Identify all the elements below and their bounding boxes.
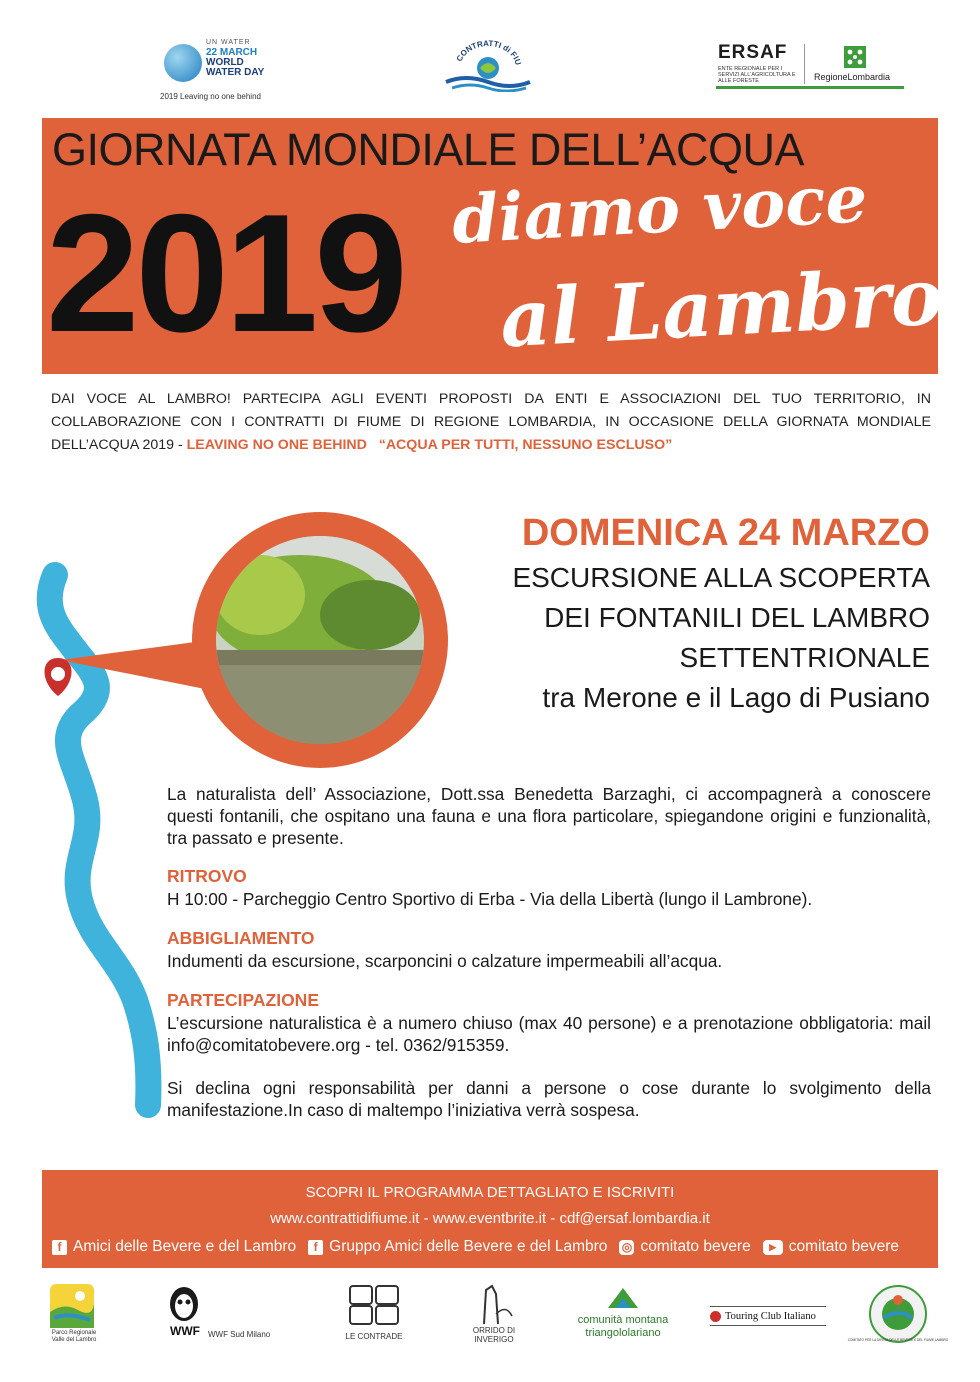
intro-highlight-2: “ACQUA PER TUTTI, NESSUNO ESCLUSO” — [378, 437, 673, 453]
wwd-line3: WATER DAY — [206, 67, 265, 78]
social-links — [52, 1238, 932, 1256]
ersaf-underline — [716, 86, 904, 89]
touring-club-logo — [710, 1284, 826, 1354]
instagram-icon: ◎ — [619, 1240, 634, 1255]
ritrovo-text: H 10:00 - Parcheggio Centro Sportivo di Erba - Via della Libertà (lungo il Lambrone). — [167, 889, 813, 909]
le-contrade-label: LE CONTRADE — [345, 1332, 403, 1341]
event-description: La naturalista dell’ Associazione, Dott.ssa Benedetta Barzaghi, ci accompagnerà a conoscere questi fontanili, che ospitano una fauna e una flora particolare, spiegandone origini e funzionalità, tra passato e presente. — [167, 784, 931, 848]
regione-lombardia-icon — [844, 46, 866, 68]
event-location: tra Merone e il Lago di Pusiano — [542, 682, 930, 713]
wwd-small: UN WATER — [206, 39, 251, 46]
abbigliamento-text: Indumenti da escursione, scarponcini o calzature impermeabili all’acqua. — [167, 951, 723, 971]
globe-icon — [164, 44, 202, 82]
ersaf-logo — [714, 42, 904, 92]
header-year: 2019 — [46, 179, 404, 367]
intro-body: DAI VOCE AL LAMBRO! PARTECIPA AGLI EVENTI PROPOSTI DA ENTI E ASSOCIAZIONI DEL TUO TERRITORIO, IN COLLABORAZIONE CON I CONTRATTI DI FIUME DI REGIONE LOMBARDIA, IN OCCASIONE DELLA GIORNATA MONDIALE DELL’ACQUA 2019 - — [51, 391, 931, 453]
location-pin-icon — [45, 658, 72, 696]
footer-links[interactable]: www.contrattidifiume.it - www.eventbrite.it - cdf@ersaf.lombardia.it — [270, 1210, 710, 1227]
world-water-day-logo — [160, 38, 270, 102]
comunita-label-2: triangololariano — [585, 1327, 661, 1339]
social-facebook-group[interactable]: Gruppo Amici delle Bevere e del Lambro — [329, 1238, 608, 1255]
touring-club-icon — [710, 1311, 721, 1322]
touring-club-label: Touring Club Italiano — [725, 1310, 816, 1322]
wwd-line2: WORLD — [206, 57, 244, 68]
le-contrade-logo — [340, 1284, 408, 1354]
orrido-inverigo-logo — [462, 1284, 526, 1354]
regione-lombardia-text: RegioneLombardia — [814, 72, 891, 82]
event-title-line-1: ESCURSIONE ALLA SCOPERTA — [512, 562, 930, 593]
wwf-text: WWF — [170, 1324, 200, 1338]
slogan-line-2: al Lambro! — [497, 249, 980, 366]
facebook-icon: f — [52, 1240, 67, 1255]
event-title-line-2: DEI FONTANILI DEL LAMBRO — [544, 602, 930, 633]
social-instagram[interactable]: comitato bevere — [640, 1238, 751, 1255]
intro-highlight-1: LEAVING NO ONE BEHIND — [186, 437, 367, 453]
wwd-footer: 2019 Leaving no one behind — [160, 92, 261, 101]
partecipazione-heading: PARTECIPAZIONE — [167, 990, 319, 1010]
partecipazione-text: L’escursione naturalistica è a numero chiuso (max 40 persone) e a prenotazione obbligatoria: mail info@comitatobevere.org - tel. 0362/915359. — [167, 1013, 931, 1055]
comunita-label-1: comunità montana — [577, 1314, 669, 1326]
facebook-icon: f — [308, 1240, 323, 1255]
comitato-label: COMITATO PER LA DIFESA DELLE BEVERE E DEL FIUME LAMBRO — [847, 1338, 949, 1342]
wwd-line1: 22 MARCH — [206, 47, 258, 58]
parco-lambro-label: Parco Regionale Valle del Lambro — [51, 1330, 97, 1343]
comunita-montana-logo — [568, 1284, 678, 1354]
cdf-text: CONTRATTI di FIU — [454, 38, 523, 67]
wwf-logo — [166, 1284, 276, 1354]
disclaimer-text: Si declina ogni responsabilità per danni a persone o cose durante lo svolgimento della manifestazione.In caso di maltempo l’iniziativa verrà sospesa. — [167, 1078, 931, 1120]
ersaf-subtitle: ENTE REGIONALE PER I SERVIZI ALL'AGRICOLTURA E ALLE FORESTE — [718, 66, 796, 84]
social-youtube[interactable]: comitato bevere — [788, 1238, 899, 1255]
event-date: DOMENICA 24 MARZO — [521, 512, 930, 554]
ersaf-title: ERSAF — [718, 42, 788, 63]
wwf-sub-label: WWF Sud Milano — [208, 1330, 271, 1339]
orrido-label: ORRIDO DI INVERIGO — [472, 1326, 516, 1344]
youtube-icon: ▶ — [763, 1240, 783, 1255]
logo-divider — [804, 44, 805, 84]
abbigliamento-heading: ABBIGLIAMENTO — [167, 928, 315, 948]
parco-lambro-logo — [50, 1284, 98, 1354]
event-title-line-3: SETTENTRIONALE — [679, 642, 930, 673]
footer-cta: SCOPRI IL PROGRAMMA DETTAGLIATO E ISCRIVITI — [305, 1184, 675, 1201]
page-title: GIORNATA MONDIALE DELL’ACQUA — [52, 124, 805, 175]
intro-text — [51, 388, 931, 457]
slogan-line-1: diamo voce — [450, 159, 870, 259]
panda-icon — [166, 1284, 202, 1324]
contratti-di-fiume-logo — [442, 38, 534, 92]
social-facebook-page[interactable]: Amici delle Bevere e del Lambro — [73, 1238, 297, 1255]
ritrovo-heading: RITROVO — [167, 866, 247, 886]
comitato-bevere-logo — [847, 1284, 949, 1354]
